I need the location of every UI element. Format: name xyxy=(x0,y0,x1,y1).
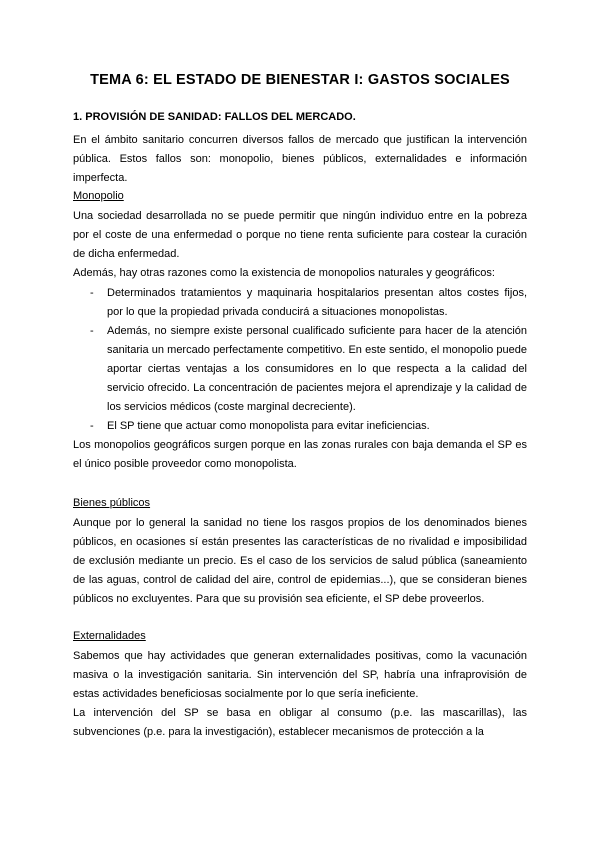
bullet-dash: - xyxy=(90,325,94,337)
list-item xyxy=(73,417,527,436)
list-item-text: Además, no siempre existe personal cualificado suficiente para hacer de la atención sanitaria un mercado perfectamente competitivo. En este sentido, el monopolio puede aportar ciertas ventajas a los consumidores en lo que respecta a la calidad del servicio ofrecido. La concentración de pacientes mejora el aprendizaje y la calidad de los servicios médicos (coste marginal decreciente). xyxy=(107,325,527,413)
list-item xyxy=(73,322,527,417)
monopolio-paragraph-2: Además, hay otras razones como la existencia de monopolios naturales y geográficos: xyxy=(73,267,495,279)
bienes-paragraph: Aunque por lo general la sanidad no tiene los rasgos propios de los denominados bienes públicos, en ocasiones sí están presentes las características de no rivalidad e imposibilidad de exclusión mediante un precio. Es el caso de los servicios de salud pública (saneamiento de las aguas, control de calidad del aire, control de epidemias...), que se consideran bienes públicos no excluyentes. Para que su provisión sea eficiente, el SP debe proveerlos. xyxy=(73,517,527,605)
subheading-monopolio: Monopolio xyxy=(73,190,124,202)
subheading-externalidades: Externalidades xyxy=(73,630,146,642)
monopolio-paragraph-3: Los monopolios geográficos surgen porque en las zonas rurales con baja demanda el SP es el único posible proveedor como monopolista. xyxy=(73,439,527,470)
intro-paragraph: En el ámbito sanitario concurren diversos fallos de mercado que justifican la intervención pública. Estos fallos son: monopolio, bienes públicos, externalidades e información imperfecta. xyxy=(73,134,527,184)
list-item-text: Determinados tratamientos y maquinaria hospitalarios presentan altos costes fijos, por lo que la propiedad privada conducirá a situaciones monopolistas. xyxy=(107,287,527,318)
monopolio-bullet-list xyxy=(73,284,527,436)
externalidades-paragraph-1: Sabemos que hay actividades que generan externalidades positivas, como la vacunación masiva o la investigación sanitaria. Sin intervención del SP, habría una infraprovisión de estas actividades beneficiosas socialmente por lo que sería ineficiente. xyxy=(73,650,527,700)
page-title: TEMA 6: EL ESTADO DE BIENESTAR I: GASTOS SOCIALES xyxy=(90,72,510,88)
subheading-bienes-publicos: Bienes públicos xyxy=(73,497,151,509)
list-item-text: El SP tiene que actuar como monopolista para evitar ineficiencias. xyxy=(107,420,430,432)
monopolio-paragraph-1: Una sociedad desarrollada no se puede permitir que ningún individuo entre en la pobreza por el coste de una enfermedad o porque no tiene renta suficiente para costear la curación de dicha enfermedad. xyxy=(73,210,527,260)
externalidades-paragraph-2: La intervención del SP se basa en obligar al consumo (p.e. las mascarillas), las subvenciones (p.e. para la investigación), establecer mecanismos de protección a la xyxy=(73,707,527,738)
bullet-dash: - xyxy=(90,287,94,299)
bullet-dash: - xyxy=(90,420,94,432)
list-item xyxy=(73,284,527,322)
section-heading: 1. PROVISIÓN DE SANIDAD: FALLOS DEL MERCADO. xyxy=(73,111,356,123)
